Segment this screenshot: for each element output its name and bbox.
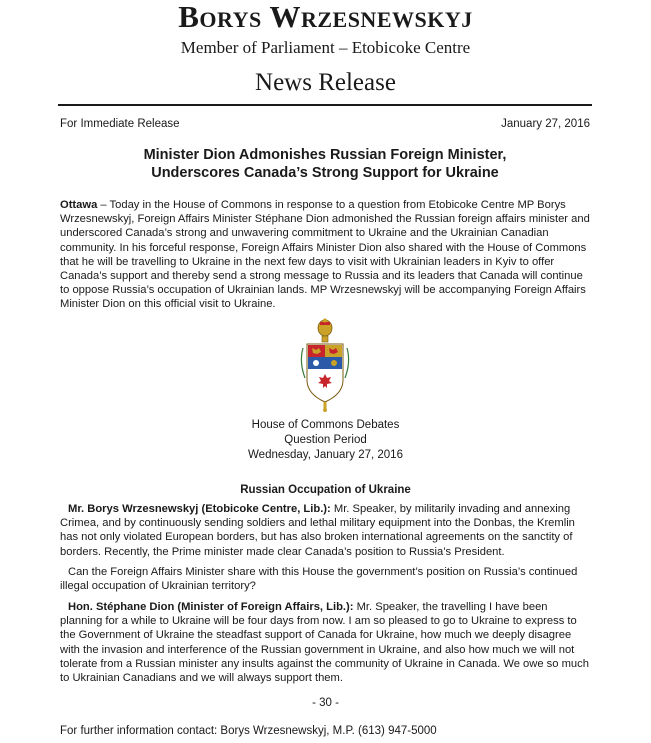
debate-title: House of Commons Debates: [251, 419, 400, 431]
headline: [60, 146, 590, 182]
speech-text: Can the Foreign Affairs Minister share with this House the government’s position on Russia’s continued illegal occupation of Ukrainian territory?: [60, 566, 578, 593]
release-title: News Release: [255, 69, 396, 96]
transcript-paragraph: [60, 600, 590, 685]
release-date: January 27, 2016: [501, 118, 590, 130]
contact-info: For further information contact: Borys Wrzesnewskyj, M.P. (613) 947-5000: [60, 725, 437, 737]
lead-paragraph: [60, 198, 590, 312]
headline-line-2: Underscores Canada’s Strong Support for Ukraine: [151, 165, 499, 181]
house-of-commons-crest-icon: [293, 318, 357, 412]
speech-text: Mr. Speaker, by militarily invading and annexing Crimea, and by continuously sending soldiers and lethal military equipment into the Donbas, the Kremlin has not only violated European borders, but has also broken international agreements on the sanctity of borders. Recently, the Prime minister made clear Canada’s position to Russia’s President.: [60, 503, 575, 558]
lead-text: – Today in the House of Commons in response to a question from Etobicoke Centre MP Borys Wrzesnewskyj, Foreign Affairs Minister Stéphane Dion admonished the Russian foreign affairs minister and underscored Canada’s strong and unwavering commitment to Ukraine and the Ukrainian Canadian community. In his forceful response, Foreign Affairs Minister Dion also shared with the House of Commons that he will be travelling to Ukraine in the next few days to visit with Ukrainian leaders in Kyiv to offer Canada’s support and thereby send a strong message to Russia and its leaders that Canada will continue to oppose Russia’s occupation of Ukrainian lands. MP Wrzesnewskyj will be accompanying Foreign Affairs Minister Dion on this official visit to Ukraine.: [60, 199, 590, 311]
headline-line-1: Minister Dion Admonishes Russian Foreign Minister,: [143, 147, 507, 163]
speech-text: Mr. Speaker, the travelling I have been planning for a while to Ukraine will be four days from now. I am so pleased to go to Ukraine to express to the Government of Ukraine the steadfast support of Canada for Ukraine, how much we deeply disagree with the invasion and interference of the Russian government in Ukraine, and also how much we will not tolerate from a Russian minister any insults against the community of Ukraine in Canada. We owe so much to Ukrainian Canadians and we will always support them.: [60, 601, 589, 685]
header-rule: [58, 104, 592, 106]
speaker-name: Mr. Borys Wrzesnewskyj (Etobicoke Centre, Lib.):: [68, 503, 331, 515]
debate-session: Question Period: [284, 434, 367, 446]
transcript-paragraph: [60, 502, 590, 559]
transcript-paragraph: [60, 565, 590, 593]
dateline: Ottawa: [60, 199, 98, 211]
speaker-name: Hon. Stéphane Dion (Minister of Foreign Affairs, Lib.):: [68, 601, 354, 613]
mp-role: Member of Parliament – Etobicoke Centre: [180, 38, 471, 57]
release-label: For Immediate Release: [60, 118, 180, 130]
debate-date: Wednesday, January 27, 2016: [248, 449, 403, 461]
section-title: Russian Occupation of Ukraine: [240, 484, 411, 496]
debate-info: [0, 418, 651, 463]
mp-name: Borys Wrzesnewskyj: [178, 0, 473, 34]
end-marker: - 30 -: [312, 697, 339, 709]
